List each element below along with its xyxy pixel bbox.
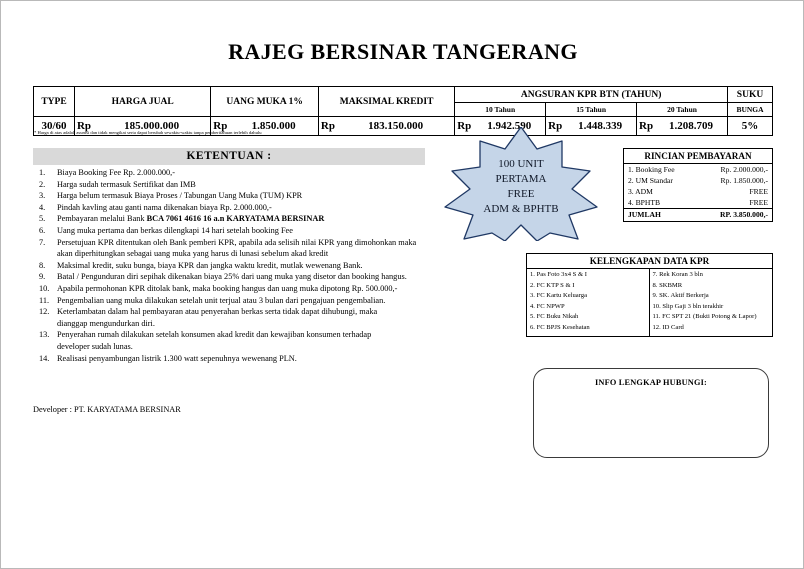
header-tenor-10: 10 Tahun — [455, 103, 546, 117]
cell-harga-jual-currency: Rp — [75, 117, 94, 136]
ketentuan-item-number: 11. — [39, 295, 50, 305]
ketentuan-item-text: Realisasi penyambungan listrik 1.300 watt sepenuhnya wewenang PLN. — [57, 353, 297, 363]
rincian-row-label: 1. Booking Fee — [628, 165, 675, 174]
header-harga-jual: HARGA JUAL — [75, 87, 211, 117]
rincian-row-value: FREE — [749, 187, 768, 196]
cell-angsuran-20-currency: Rp — [637, 117, 656, 136]
ketentuan-item — [33, 237, 453, 249]
header-type: TYPE — [34, 87, 75, 117]
kelengkapan-left-column — [527, 269, 650, 336]
ketentuan-item-number: 5. — [39, 214, 46, 224]
kelengkapan-item: 4. FC NPWP — [530, 302, 565, 310]
rincian-row-label: 2. UM Standar — [628, 176, 673, 185]
header-tenor-15: 15 Tahun — [546, 103, 637, 117]
kelengkapan-data-kpr-box — [526, 253, 773, 337]
ketentuan-item-continuation: developer sudah lunas. — [57, 341, 133, 351]
cell-angsuran-10-currency: Rp — [455, 117, 474, 136]
ketentuan-item-text: Harga belum termasuk Biaya Proses / Tabungan Uang Muka (TUM) KPR — [57, 191, 303, 201]
ketentuan-item — [33, 225, 453, 237]
cell-angsuran-20-value: 1.208.709 — [655, 117, 727, 136]
ketentuan-item — [33, 213, 453, 225]
ketentuan-item-text: Harga sudah termasuk Sertifikat dan IMB — [57, 179, 196, 189]
rincian-row-value: Rp. 2.000.000,- — [720, 165, 768, 174]
rincian-pembayaran-box — [623, 148, 773, 222]
kelengkapan-item: 11. FC SPT 21 (Bukti Potong & Lapor) — [652, 313, 757, 321]
ketentuan-item-text: Keterlambatan dalam hal pembayaran atau penyerahan berkas serta tidak dapat dihubungi, maka — [57, 307, 378, 317]
ketentuan-item — [33, 167, 453, 179]
ketentuan-item-number: 10. — [39, 283, 50, 293]
kelengkapan-right-column — [650, 269, 773, 336]
ketentuan-item — [33, 306, 453, 318]
kelengkapan-item: 3. FC Kartu Keluarga — [530, 292, 588, 300]
rincian-row — [624, 175, 772, 186]
promo-line: 100 UNIT — [498, 158, 544, 170]
rincian-row-label: 4. BPHTB — [628, 198, 661, 207]
kelengkapan-item: 8. SKBMR — [652, 281, 683, 289]
ketentuan-item-number: 1. — [39, 168, 46, 177]
kelengkapan-item: 2. FC KTP S & I — [530, 281, 575, 289]
header-uang-muka: UANG MUKA 1% — [211, 87, 319, 117]
ketentuan-item — [33, 179, 453, 191]
ketentuan-item-bank-account: BCA 7061 4616 16 a.n KARYATAMA BERSINAR — [146, 214, 325, 224]
rincian-total-label: JUMLAH — [628, 210, 661, 219]
cell-angsuran-15-value: 1.448.339 — [564, 117, 636, 136]
rincian-row-value: FREE — [749, 198, 768, 207]
ketentuan-item — [33, 260, 453, 272]
ketentuan-item-text: Pindah kavling atau ganti nama dikenakan biaya Rp. 2.000.000,- — [57, 202, 272, 212]
price-table-footnote: * Harga di atas adalah asumsi dan tidak mengikat serta dapat berubah sewaktu-waktu tanpa pemberitahuan terlebih dahulu — [34, 130, 262, 135]
cell-maksimal-kredit-currency: Rp — [318, 117, 337, 136]
ketentuan-list — [33, 167, 453, 364]
rincian-row — [624, 164, 772, 175]
ketentuan-item — [33, 329, 453, 341]
cell-maksimal-kredit-value: 183.150.000 — [337, 117, 455, 136]
ketentuan-item-number: 13. — [39, 330, 50, 340]
ketentuan-item-number: 12. — [39, 307, 50, 317]
ketentuan-item-text: Apabila permohonan KPR ditolak bank, maka booking hangus dan uang muka dipotong Rp. 500.000,- — [57, 283, 398, 293]
ketentuan-item — [33, 283, 453, 295]
ketentuan-item-number: 14. — [39, 353, 50, 363]
header-bunga: BUNGA — [728, 103, 773, 117]
header-suku: SUKU — [728, 87, 773, 103]
ketentuan-item-number: 7. — [39, 237, 46, 247]
rincian-row — [624, 186, 772, 197]
ketentuan-item-continuation: akan diperhitungkan sebagai uang muka yang harus di lunasi sebelum akad kredit — [57, 249, 329, 259]
price-table — [33, 86, 773, 136]
ketentuan-item-number: 4. — [39, 202, 46, 212]
ketentuan-item — [33, 190, 453, 202]
rincian-row — [624, 197, 772, 208]
ketentuan-item-text: Persetujuan KPR ditentukan oleh Bank pemberi KPR, apabila ada selisih nilai KPR yang dimohonkan maka — [57, 237, 417, 247]
ketentuan-heading: KETENTUAN : — [33, 148, 425, 165]
ketentuan-item-number: 8. — [39, 260, 46, 270]
ketentuan-item-text: Pengembalian uang muka dilakukan setelah unit terjual atau 3 bulan dari pengajuan pengembalian. — [57, 295, 386, 305]
rincian-total-value: RP. 3.850.000,- — [719, 210, 768, 219]
ketentuan-item-text: Pembayaran melalui Bank BCA 7061 4616 16 a.n KARYATAMA BERSINAR — [57, 214, 325, 224]
ketentuan-item-text: Maksimal kredit, suku bunga, biaya KPR dan jangka waktu kredit, mutlak wewenang Bank. — [57, 260, 363, 270]
cell-uang-muka-value: 1.850.000 — [229, 117, 318, 136]
cell-angsuran-15-currency: Rp — [546, 117, 565, 136]
ketentuan-item-text: Uang muka pertama dan berkas dilengkapi 14 hari setelah booking Fee — [57, 225, 293, 235]
developer-line: Developer : PT. KARYATAMA BERSINAR — [33, 405, 181, 414]
kelengkapan-body — [527, 269, 772, 336]
ketentuan-item — [33, 271, 453, 283]
rincian-total-row — [624, 208, 772, 221]
kelengkapan-item: 5. FC Buku Nikah — [530, 313, 579, 321]
cell-harga-jual-value: 185.000.000 — [93, 117, 211, 136]
promo-line: ADM & BPHTB — [483, 203, 559, 215]
ketentuan-item-text: Biaya Booking Fee Rp. 2.000.000,- — [57, 168, 175, 177]
page-title: RAJEG BERSINAR TANGERANG — [228, 39, 578, 64]
table-header-row — [34, 87, 773, 103]
rincian-rows — [624, 164, 772, 208]
info-lengkap-box — [533, 368, 769, 458]
cell-uang-muka-currency: Rp — [211, 117, 230, 136]
ketentuan-item-text: Batal / Pengunduran diri sepihak dikenakan biaya 25% dari uang muka yang disetor dan booking hangus. — [57, 272, 407, 282]
ketentuan-item-number: 3. — [39, 191, 46, 201]
header-tenor-20: 20 Tahun — [637, 103, 728, 117]
ketentuan-item — [33, 202, 453, 214]
cell-angsuran-10-value: 1.942.590 — [473, 117, 545, 136]
kelengkapan-title: KELENGKAPAN DATA KPR — [527, 254, 772, 269]
info-lengkap-title: INFO LENGKAP HUBUNGI: — [594, 378, 708, 387]
ketentuan-item — [33, 295, 453, 307]
header-angsuran: ANGSURAN KPR BTN (TAHUN) — [455, 87, 728, 103]
rincian-title: RINCIAN PEMBAYARAN — [624, 149, 772, 164]
promo-line: FREE — [507, 188, 535, 200]
ketentuan-item — [33, 353, 453, 365]
cell-suku-bunga: 5% — [728, 117, 773, 136]
kelengkapan-item: 7. Rek Koran 3 bln — [652, 271, 703, 278]
kelengkapan-item: 1. Pas Foto 3x4 S & I — [530, 271, 587, 278]
kelengkapan-item: 10. Slip Gaji 3 bln terakhir — [652, 302, 724, 310]
rincian-row-value: Rp. 1.850.000,- — [720, 176, 768, 185]
ketentuan-item-continuation: dianggap mengundurkan diri. — [57, 318, 155, 328]
rincian-row-label: 3. ADM — [628, 187, 653, 196]
ketentuan-item-number: 2. — [39, 179, 46, 189]
ketentuan-item-text: Penyerahan rumah dilakukan setelah konsumen akad kredit dan kewajiban konsumen terhadap — [57, 330, 372, 340]
cell-type: 30/60 — [34, 117, 75, 136]
ketentuan-item-number: 9. — [39, 272, 46, 282]
ketentuan-item-number: 6. — [39, 225, 46, 235]
kelengkapan-item: 9. SK. Aktif Berkerja — [652, 292, 709, 300]
promo-starburst-text — [438, 157, 604, 217]
header-maksimal-kredit: MAKSIMAL KREDIT — [318, 87, 454, 117]
kelengkapan-item: 6. FC BPJS Kesehatan — [530, 323, 590, 331]
promo-line: PERTAMA — [495, 173, 547, 185]
kelengkapan-item: 12. ID Card — [652, 323, 684, 331]
